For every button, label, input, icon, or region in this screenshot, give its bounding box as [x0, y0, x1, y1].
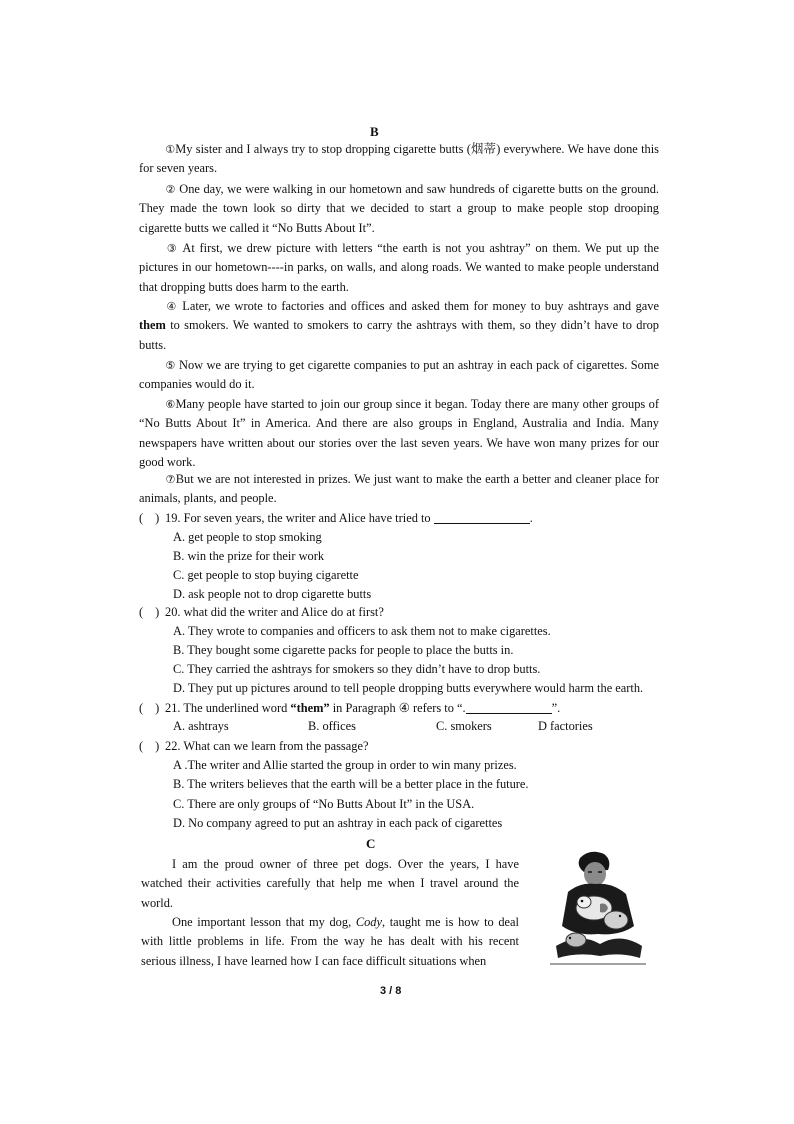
- answer-blank-21[interactable]: [466, 701, 552, 714]
- question-19-stem: 19. For seven years, the writer and Alice have tried to: [165, 511, 434, 525]
- paragraph-4-underlined-word: them: [139, 318, 166, 333]
- paren-open: (: [139, 605, 144, 619]
- paragraph-4: [139, 297, 659, 355]
- paragraph-7-marker: ⑦: [165, 473, 176, 486]
- paragraph-5-text: Now we are trying to get cigarette companies to put an ashtray in each pack of cigarettes. Some companies would do it.: [139, 358, 659, 392]
- paren-close: ): [155, 511, 160, 525]
- paragraph-1-text: My sister and I always try to stop dropping cigarette butts (烟蒂) everywhere. We have done this for seven years.: [139, 142, 659, 176]
- paragraph-2: [139, 180, 659, 238]
- paragraph-3-text: At first, we drew picture with letters “the earth is not you ashtray” on them. We put up the pictures in our hometown----in parks, on walls, and along roads. We wanted to make people understand that dropping butts does harm to the earth.: [139, 241, 659, 294]
- paragraph-7-text: But we are not interested in prizes. We just want to make the earth a better and cleaner place for animals, plants, and people.: [139, 472, 659, 506]
- q19-option-a[interactable]: A. get people to stop smoking: [173, 530, 322, 544]
- paragraph-7: [139, 470, 659, 509]
- paragraph-4-marker: ④: [165, 300, 178, 313]
- question-22-stem: 22. What can we learn from the passage?: [165, 739, 369, 753]
- paren-open: (: [139, 511, 144, 525]
- paragraph-6-text: Many people have started to join our group since it began. Today there are many other groups of “No Butts About It” in America. And there are also groups in England, Australia and India. Many newspapers have written about our stories over the last seven years. We have won many prizes for our good work.: [139, 397, 659, 470]
- q22-option-b[interactable]: B. The writers believes that the earth will be a better place in the future.: [173, 777, 529, 791]
- paragraph-6: [139, 395, 659, 473]
- q21-option-a[interactable]: A. ashtrays: [173, 719, 229, 733]
- question-21-stem-a: 21. The underlined word: [165, 701, 291, 715]
- question-21-stem-b: in Paragraph ④ refers to “.: [329, 701, 466, 715]
- person-with-dogs-illustration: [550, 848, 646, 966]
- paragraph-5-marker: ⑤: [165, 359, 176, 372]
- answer-paren-19[interactable]: [139, 511, 165, 526]
- paragraph-4-text-b: to smokers. We wanted to smokers to carry the ashtrays with them, so they didn’t have to drop butts.: [139, 318, 659, 352]
- paragraph-1: [139, 140, 659, 179]
- q22-option-c[interactable]: C. There are only groups of “No Butts About It” in the USA.: [173, 797, 475, 811]
- paragraph-3-marker: ③: [165, 242, 179, 255]
- q20-option-a[interactable]: A. They wrote to companies and officers to ask them not to make cigarettes.: [173, 624, 551, 638]
- section-c-heading: C: [366, 836, 376, 851]
- q20-option-c[interactable]: C. They carried the ashtrays for smokers so they didn’t have to drop butts.: [173, 662, 541, 676]
- dog-name: Cody: [355, 915, 382, 929]
- question-21-stem-bold: “them”: [290, 701, 330, 715]
- paragraph-5: [139, 356, 659, 395]
- question-22: [139, 739, 679, 754]
- question-19: [139, 511, 679, 526]
- paragraph-2-marker: ②: [165, 183, 176, 196]
- section-c-paragraph-1: [141, 855, 519, 913]
- paragraph-6-marker: ⑥: [165, 398, 176, 411]
- answer-paren-20[interactable]: [139, 605, 165, 620]
- section-c-paragraph-2: [141, 913, 519, 971]
- q21-option-c[interactable]: C. smokers: [436, 719, 492, 733]
- question-21-end: ”.: [551, 701, 561, 715]
- q19-option-b[interactable]: B. win the prize for their work: [173, 549, 325, 563]
- paragraph-3: [139, 239, 659, 297]
- q21-option-b[interactable]: B. offices: [308, 719, 356, 733]
- question-20-stem: 20. what did the writer and Alice do at first?: [165, 605, 384, 619]
- q20-option-d[interactable]: D. They put up pictures around to tell people dropping butts everywhere would harm the earth.: [173, 681, 644, 695]
- q22-option-a[interactable]: A .The writer and Allie started the group in order to win many prizes.: [173, 758, 517, 772]
- paren-close: ): [155, 605, 160, 619]
- paren-open: (: [139, 739, 144, 753]
- section-c-paragraph-2-text-b: , taught me is how to deal with little problems in life. From the way he has dealt with his recent serious illness, I have learned how I can face difficult situations when: [141, 915, 519, 968]
- paragraph-4-text-a: Later, we wrote to factories and offices and asked them for money to buy ashtrays and gave: [177, 299, 659, 313]
- section-b-heading: B: [370, 124, 379, 139]
- question-20: [139, 605, 679, 620]
- q21-option-d[interactable]: D factories: [538, 719, 593, 733]
- paren-close: ): [155, 701, 160, 715]
- q20-option-b[interactable]: B. They bought some cigarette packs for people to place the butts in.: [173, 643, 514, 657]
- paragraph-1-marker: ①: [165, 143, 176, 156]
- question-19-end: .: [529, 511, 533, 525]
- q22-option-d[interactable]: D. No company agreed to put an ashtray in each pack of cigarettes: [173, 816, 503, 830]
- paren-open: (: [139, 701, 144, 715]
- answer-paren-22[interactable]: [139, 739, 165, 754]
- page-number: 3 / 8: [380, 985, 402, 997]
- section-c-paragraph-1-text: I am the proud owner of three pet dogs. Over the years, I have watched their activities carefully that help me when I travel around the world.: [141, 857, 519, 910]
- q19-option-c[interactable]: C. get people to stop buying cigarette: [173, 568, 359, 582]
- section-c-paragraph-2-text-a: One important lesson that my dog,: [172, 915, 356, 929]
- paren-close: ): [155, 739, 160, 753]
- answer-blank-19[interactable]: [434, 511, 530, 524]
- answer-paren-21[interactable]: [139, 701, 165, 716]
- question-21: [139, 700, 679, 716]
- paragraph-2-text: One day, we were walking in our hometown and saw hundreds of cigarette butts on the ground. They made the town look so dirty that we decided to start a group to make people stop drooping cigarette butts we called it “No Butts About It”.: [139, 182, 659, 235]
- q19-option-d[interactable]: D. ask people not to drop cigarette butts: [173, 587, 372, 601]
